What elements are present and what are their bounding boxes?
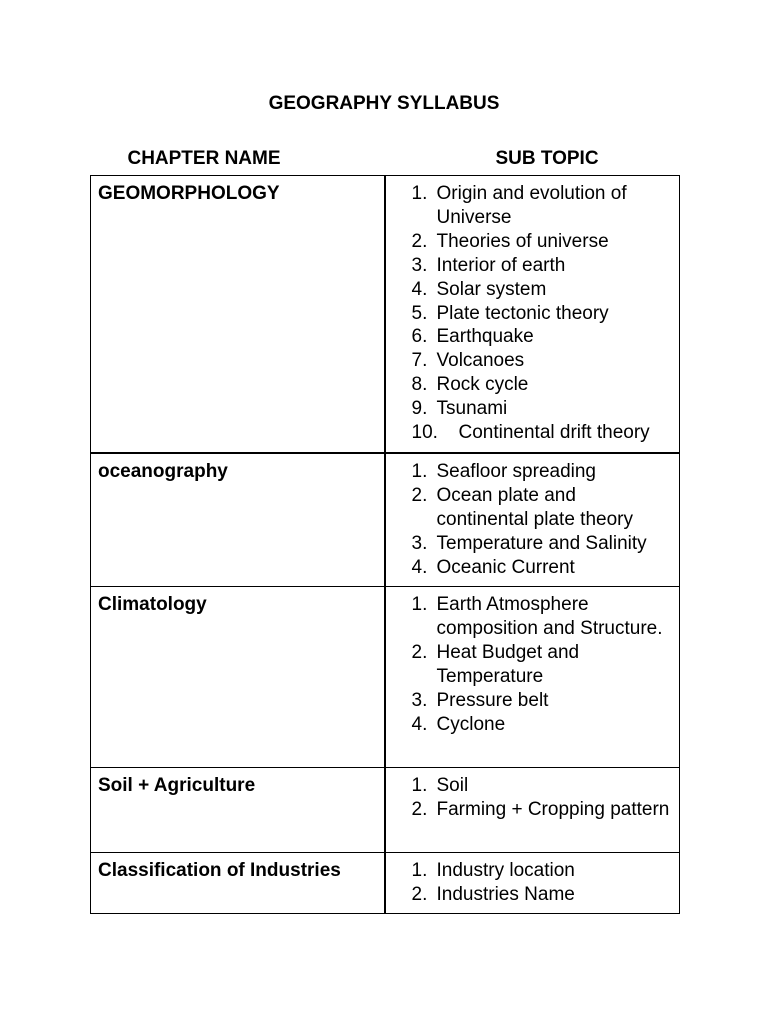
list-number: 2. — [411, 484, 428, 506]
list-number: 8. — [411, 374, 428, 396]
sub-topic-text: Ocean plate and continental plate theory — [436, 484, 633, 530]
sub-topic-text: Volcanoes — [436, 350, 525, 372]
list-item — [411, 349, 674, 373]
list-number: 3. — [411, 532, 428, 554]
list-item — [411, 254, 674, 278]
sub-topic-text: Tsunami — [436, 398, 508, 420]
sub-topic-cell — [385, 768, 680, 853]
list-item — [411, 798, 674, 822]
sub-topic-text: Farming + Cropping pattern — [436, 798, 670, 820]
list-number: 10. — [411, 422, 438, 444]
sub-topic-cell — [385, 176, 680, 454]
sub-topic-cell — [385, 853, 680, 914]
sub-topic-text: Cyclone — [436, 713, 506, 735]
list-number: 7. — [411, 350, 428, 372]
list-item — [411, 713, 674, 737]
chapter-name-cell: Soil + Agriculture — [91, 768, 385, 853]
list-item — [411, 397, 674, 421]
list-number: 5. — [411, 302, 428, 324]
list-number: 1. — [411, 183, 428, 204]
list-item — [411, 421, 674, 445]
sub-topic-list — [392, 859, 674, 907]
sub-topic-text: Continental drift theory — [458, 422, 650, 444]
list-number: 2. — [411, 230, 428, 252]
sub-topic-text: Oceanic Current — [436, 556, 575, 578]
sub-topic-text: Industry location — [436, 860, 575, 881]
list-item — [411, 532, 674, 556]
sub-topic-text: Solar system — [436, 278, 547, 300]
list-item — [411, 325, 674, 349]
sub-topic-text: Heat Budget and Temperature — [436, 641, 580, 687]
chapter-name-cell: GEOMORPHOLOGY — [91, 176, 385, 454]
table-row — [91, 176, 680, 454]
list-item — [411, 859, 674, 883]
table-row — [91, 853, 680, 914]
list-number: 1. — [411, 461, 428, 482]
table-row — [91, 587, 680, 768]
table-row — [91, 453, 680, 587]
chapter-name-cell: Classification of Industries — [91, 853, 385, 914]
table-row — [91, 768, 680, 853]
sub-topic-text: Theories of universe — [436, 230, 609, 252]
chapter-name-header: CHAPTER NAME — [127, 148, 281, 169]
list-number: 4. — [411, 278, 428, 300]
list-number: 3. — [411, 254, 428, 276]
sub-topic-text: Plate tectonic theory — [436, 302, 609, 324]
list-item — [411, 460, 674, 484]
list-item — [411, 182, 674, 230]
sub-topic-header: SUB TOPIC — [495, 148, 599, 169]
sub-topic-list — [392, 460, 674, 580]
sub-topic-text: Earthquake — [436, 326, 534, 348]
document-title: GEOGRAPHY SYLLABUS — [268, 93, 500, 114]
list-number: 4. — [411, 713, 428, 735]
sub-topic-list — [392, 182, 674, 445]
list-number: 3. — [411, 689, 428, 711]
list-item — [411, 689, 674, 713]
list-item — [411, 230, 674, 254]
list-number: 4. — [411, 556, 428, 578]
sub-topic-text: Temperature and Salinity — [436, 532, 647, 554]
list-item — [411, 484, 674, 532]
sub-topic-text: Seafloor spreading — [436, 461, 596, 482]
chapter-name-cell: Climatology — [91, 587, 385, 768]
sub-topic-text: Interior of earth — [436, 254, 566, 276]
list-number: 9. — [411, 398, 428, 420]
list-item — [411, 774, 674, 798]
sub-topic-text: Origin and evolution of Universe — [436, 183, 627, 228]
chapter-name-cell: oceanography — [91, 453, 385, 587]
list-number: 1. — [411, 860, 428, 881]
sub-topic-list — [392, 593, 674, 736]
list-item — [411, 593, 674, 641]
list-number: 2. — [411, 641, 428, 663]
sub-topic-text: Earth Atmosphere composition and Structure. — [436, 594, 663, 639]
sub-topic-list — [392, 774, 674, 822]
list-number: 2. — [411, 798, 428, 820]
list-item — [411, 373, 674, 397]
list-item — [411, 278, 674, 302]
list-number: 6. — [411, 326, 428, 348]
list-number: 2. — [411, 883, 428, 905]
sub-topic-cell — [385, 587, 680, 768]
list-number: 1. — [411, 594, 428, 615]
list-item — [411, 883, 674, 907]
syllabus-table — [90, 175, 680, 914]
sub-topic-text: Soil — [436, 775, 469, 796]
list-item — [411, 302, 674, 326]
sub-topic-cell — [385, 453, 680, 587]
list-item — [411, 556, 674, 580]
sub-topic-text: Pressure belt — [436, 689, 549, 711]
list-number: 1. — [411, 775, 428, 796]
sub-topic-text: Rock cycle — [436, 374, 529, 396]
list-item — [411, 641, 674, 689]
sub-topic-text: Industries Name — [436, 883, 575, 905]
